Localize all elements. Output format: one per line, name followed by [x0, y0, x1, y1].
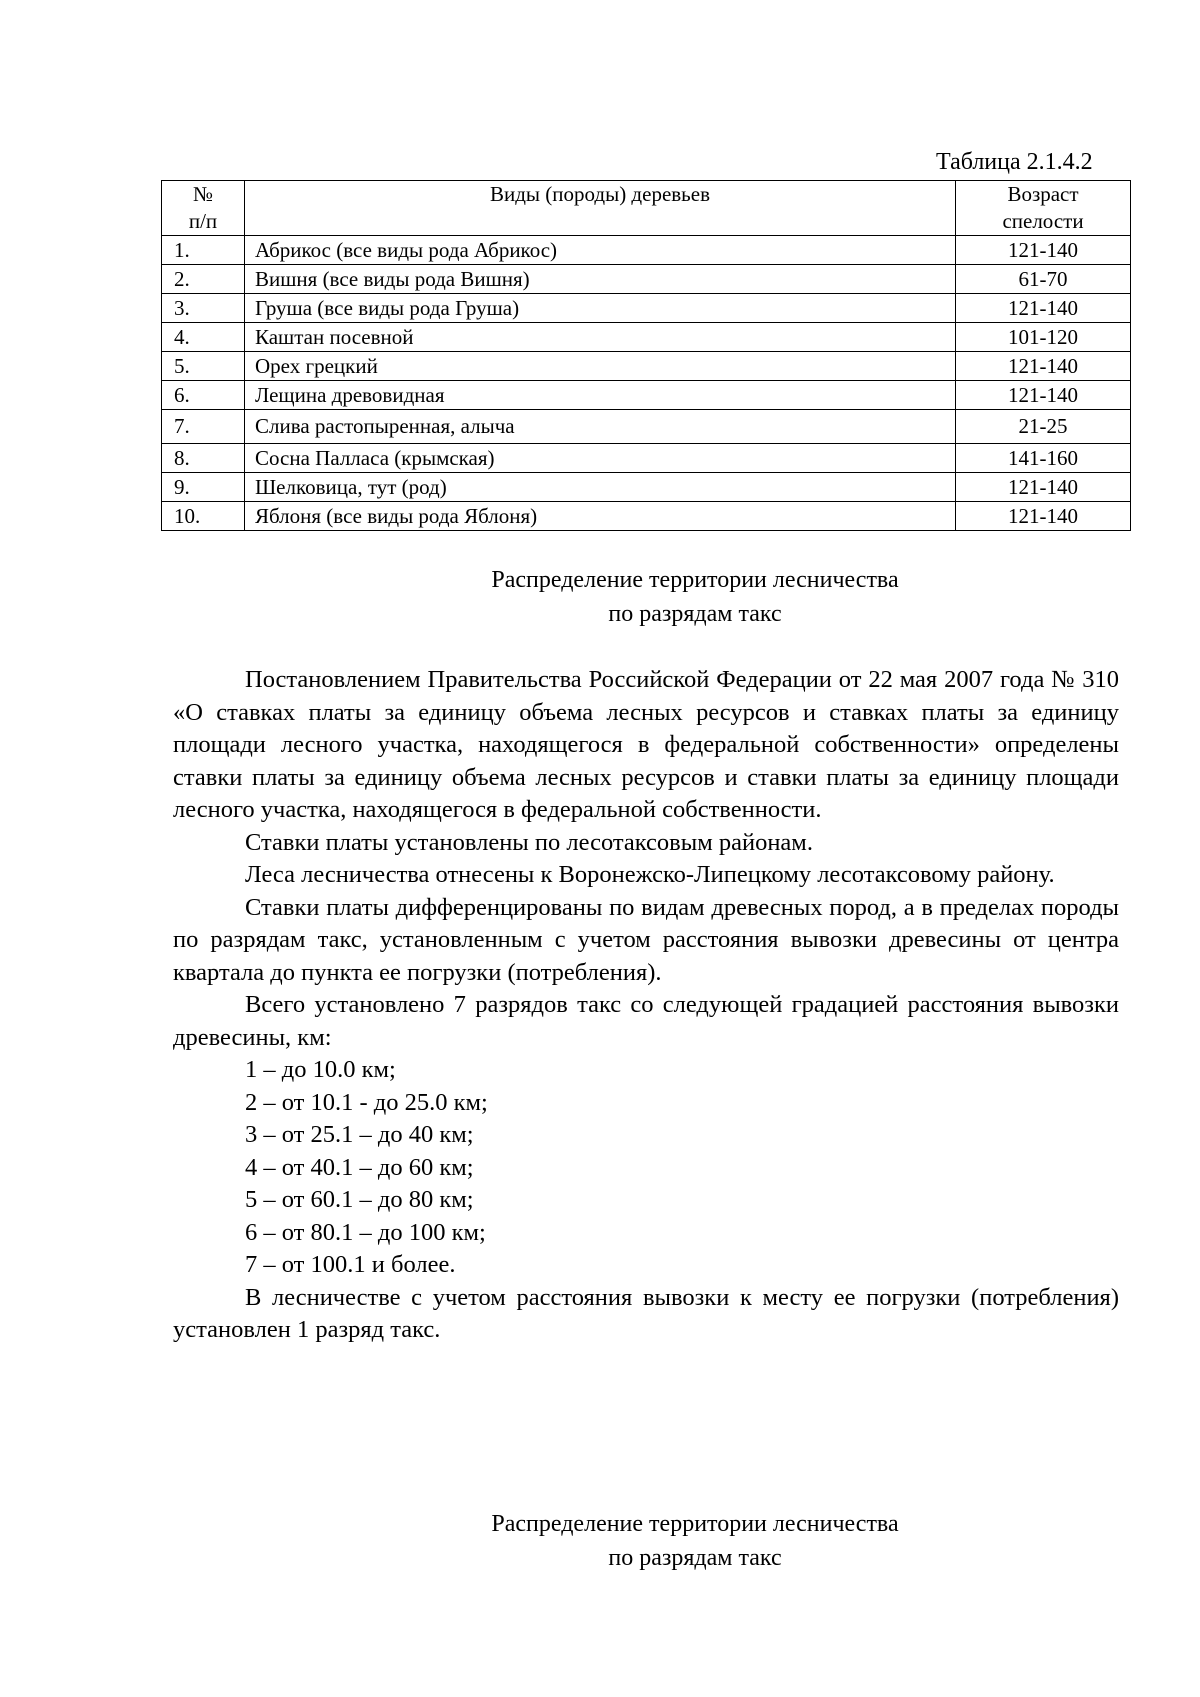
paragraph: Всего установлено 7 разрядов такс со следующей градацией расстояния вывозки древесины, км: — [173, 991, 1119, 1051]
header-num-line1: № — [192, 182, 214, 206]
section-heading — [0, 1507, 1200, 1575]
header-age-line1: Возраст — [1007, 182, 1079, 206]
section-heading-line2: по разрядам такс — [608, 1545, 782, 1571]
section-heading-line1: Распределение территории лесничества — [491, 567, 899, 593]
row-age: 121-140 — [956, 473, 1131, 502]
section-heading-line2: по разрядам такс — [608, 601, 782, 627]
paragraph: Ставки платы дифференцированы по видам древесных пород, а в пределах породы по разрядам такс, установленным с учетом расстояния вывозки древесины от центра квартала до пункта ее погрузки (потребления). — [173, 893, 1119, 986]
row-number: 2. — [162, 265, 245, 294]
section-heading-line1: Распределение территории лесничества — [491, 1511, 899, 1537]
header-num-line2: п/п — [188, 209, 218, 233]
tax-category-item: 1 – до 10.0 км; — [245, 1056, 396, 1083]
paragraph: В лесничестве с учетом расстояния вывозки к месту ее погрузки (потребления) установлен 1 разряд такс. — [173, 1283, 1119, 1343]
row-species: Абрикос (все виды рода Абрикос) — [245, 236, 956, 265]
row-age: 121-140 — [956, 381, 1131, 410]
row-number: 5. — [162, 352, 245, 381]
tax-category-item: 7 – от 100.1 и более. — [245, 1251, 456, 1278]
row-species: Груша (все виды рода Груша) — [245, 294, 956, 323]
row-number: 7. — [162, 410, 245, 444]
table-row — [162, 381, 1131, 410]
row-age: 121-140 — [956, 352, 1131, 381]
body-text — [173, 664, 1119, 1347]
row-species: Сосна Палласа (крымская) — [245, 444, 956, 473]
header-age-line2: спелости — [1002, 209, 1084, 233]
row-number: 6. — [162, 381, 245, 410]
row-age: 61-70 — [956, 265, 1131, 294]
paragraph: Ставки платы установлены по лесотаксовым районам. — [245, 828, 813, 856]
table-row — [162, 236, 1131, 265]
table-header-row — [162, 181, 1131, 236]
row-age: 121-140 — [956, 236, 1131, 265]
row-number: 1. — [162, 236, 245, 265]
table-row — [162, 502, 1131, 531]
row-species: Шелковица, тут (род) — [245, 473, 956, 502]
row-species: Яблоня (все виды рода Яблоня) — [245, 502, 956, 531]
row-number: 8. — [162, 444, 245, 473]
row-species: Орех грецкий — [245, 352, 956, 381]
row-age: 121-140 — [956, 502, 1131, 531]
row-number: 9. — [162, 473, 245, 502]
tax-category-item: 3 – от 25.1 – до 40 км; — [245, 1121, 474, 1148]
table-row — [162, 265, 1131, 294]
header-age — [956, 181, 1131, 236]
tax-category-item: 6 – от 80.1 – до 100 км; — [245, 1218, 486, 1246]
table-row — [162, 473, 1131, 502]
maturity-age-table — [161, 180, 1131, 531]
row-species: Вишня (все виды рода Вишня) — [245, 265, 956, 294]
row-age: 121-140 — [956, 294, 1131, 323]
row-species: Слива растопыренная, алыча — [245, 410, 956, 444]
row-age: 21-25 — [956, 410, 1131, 444]
table-row — [162, 352, 1131, 381]
table-caption: Таблица 2.1.4.2 — [936, 149, 1093, 175]
table-row — [162, 410, 1131, 444]
row-species: Лещина древовидная — [245, 381, 956, 410]
header-species: Виды (породы) деревьев — [245, 181, 956, 236]
row-age: 141-160 — [956, 444, 1131, 473]
header-num — [162, 181, 245, 236]
row-number: 4. — [162, 323, 245, 352]
table-row — [162, 294, 1131, 323]
section-heading — [0, 563, 1200, 631]
tax-category-item: 5 – от 60.1 – до 80 км; — [245, 1186, 474, 1213]
row-number: 10. — [162, 502, 245, 531]
paragraph: Постановлением Правительства Российской Федерации от 22 мая 2007 года № 310 «О ставках платы за единицу объема лесных ресурсов и ставках платы за единицу площади лесного участка, находящегося в федеральной собственности» определены ставки платы за единицу объема лесных ресурсов и ставки платы за единицу площади лесного участка, находящегося в федеральной собственности. — [173, 666, 1119, 823]
table-row — [162, 444, 1131, 473]
paragraph: Леса лесничества отнесены к Воронежско-Липецкому лесотаксовому району. — [245, 861, 1055, 888]
row-species: Каштан посевной — [245, 323, 956, 352]
row-number: 3. — [162, 294, 245, 323]
table-row — [162, 323, 1131, 352]
tax-category-item: 4 – от 40.1 – до 60 км; — [245, 1153, 474, 1181]
tax-category-item: 2 – от 10.1 - до 25.0 км; — [245, 1088, 488, 1116]
row-age: 101-120 — [956, 323, 1131, 352]
